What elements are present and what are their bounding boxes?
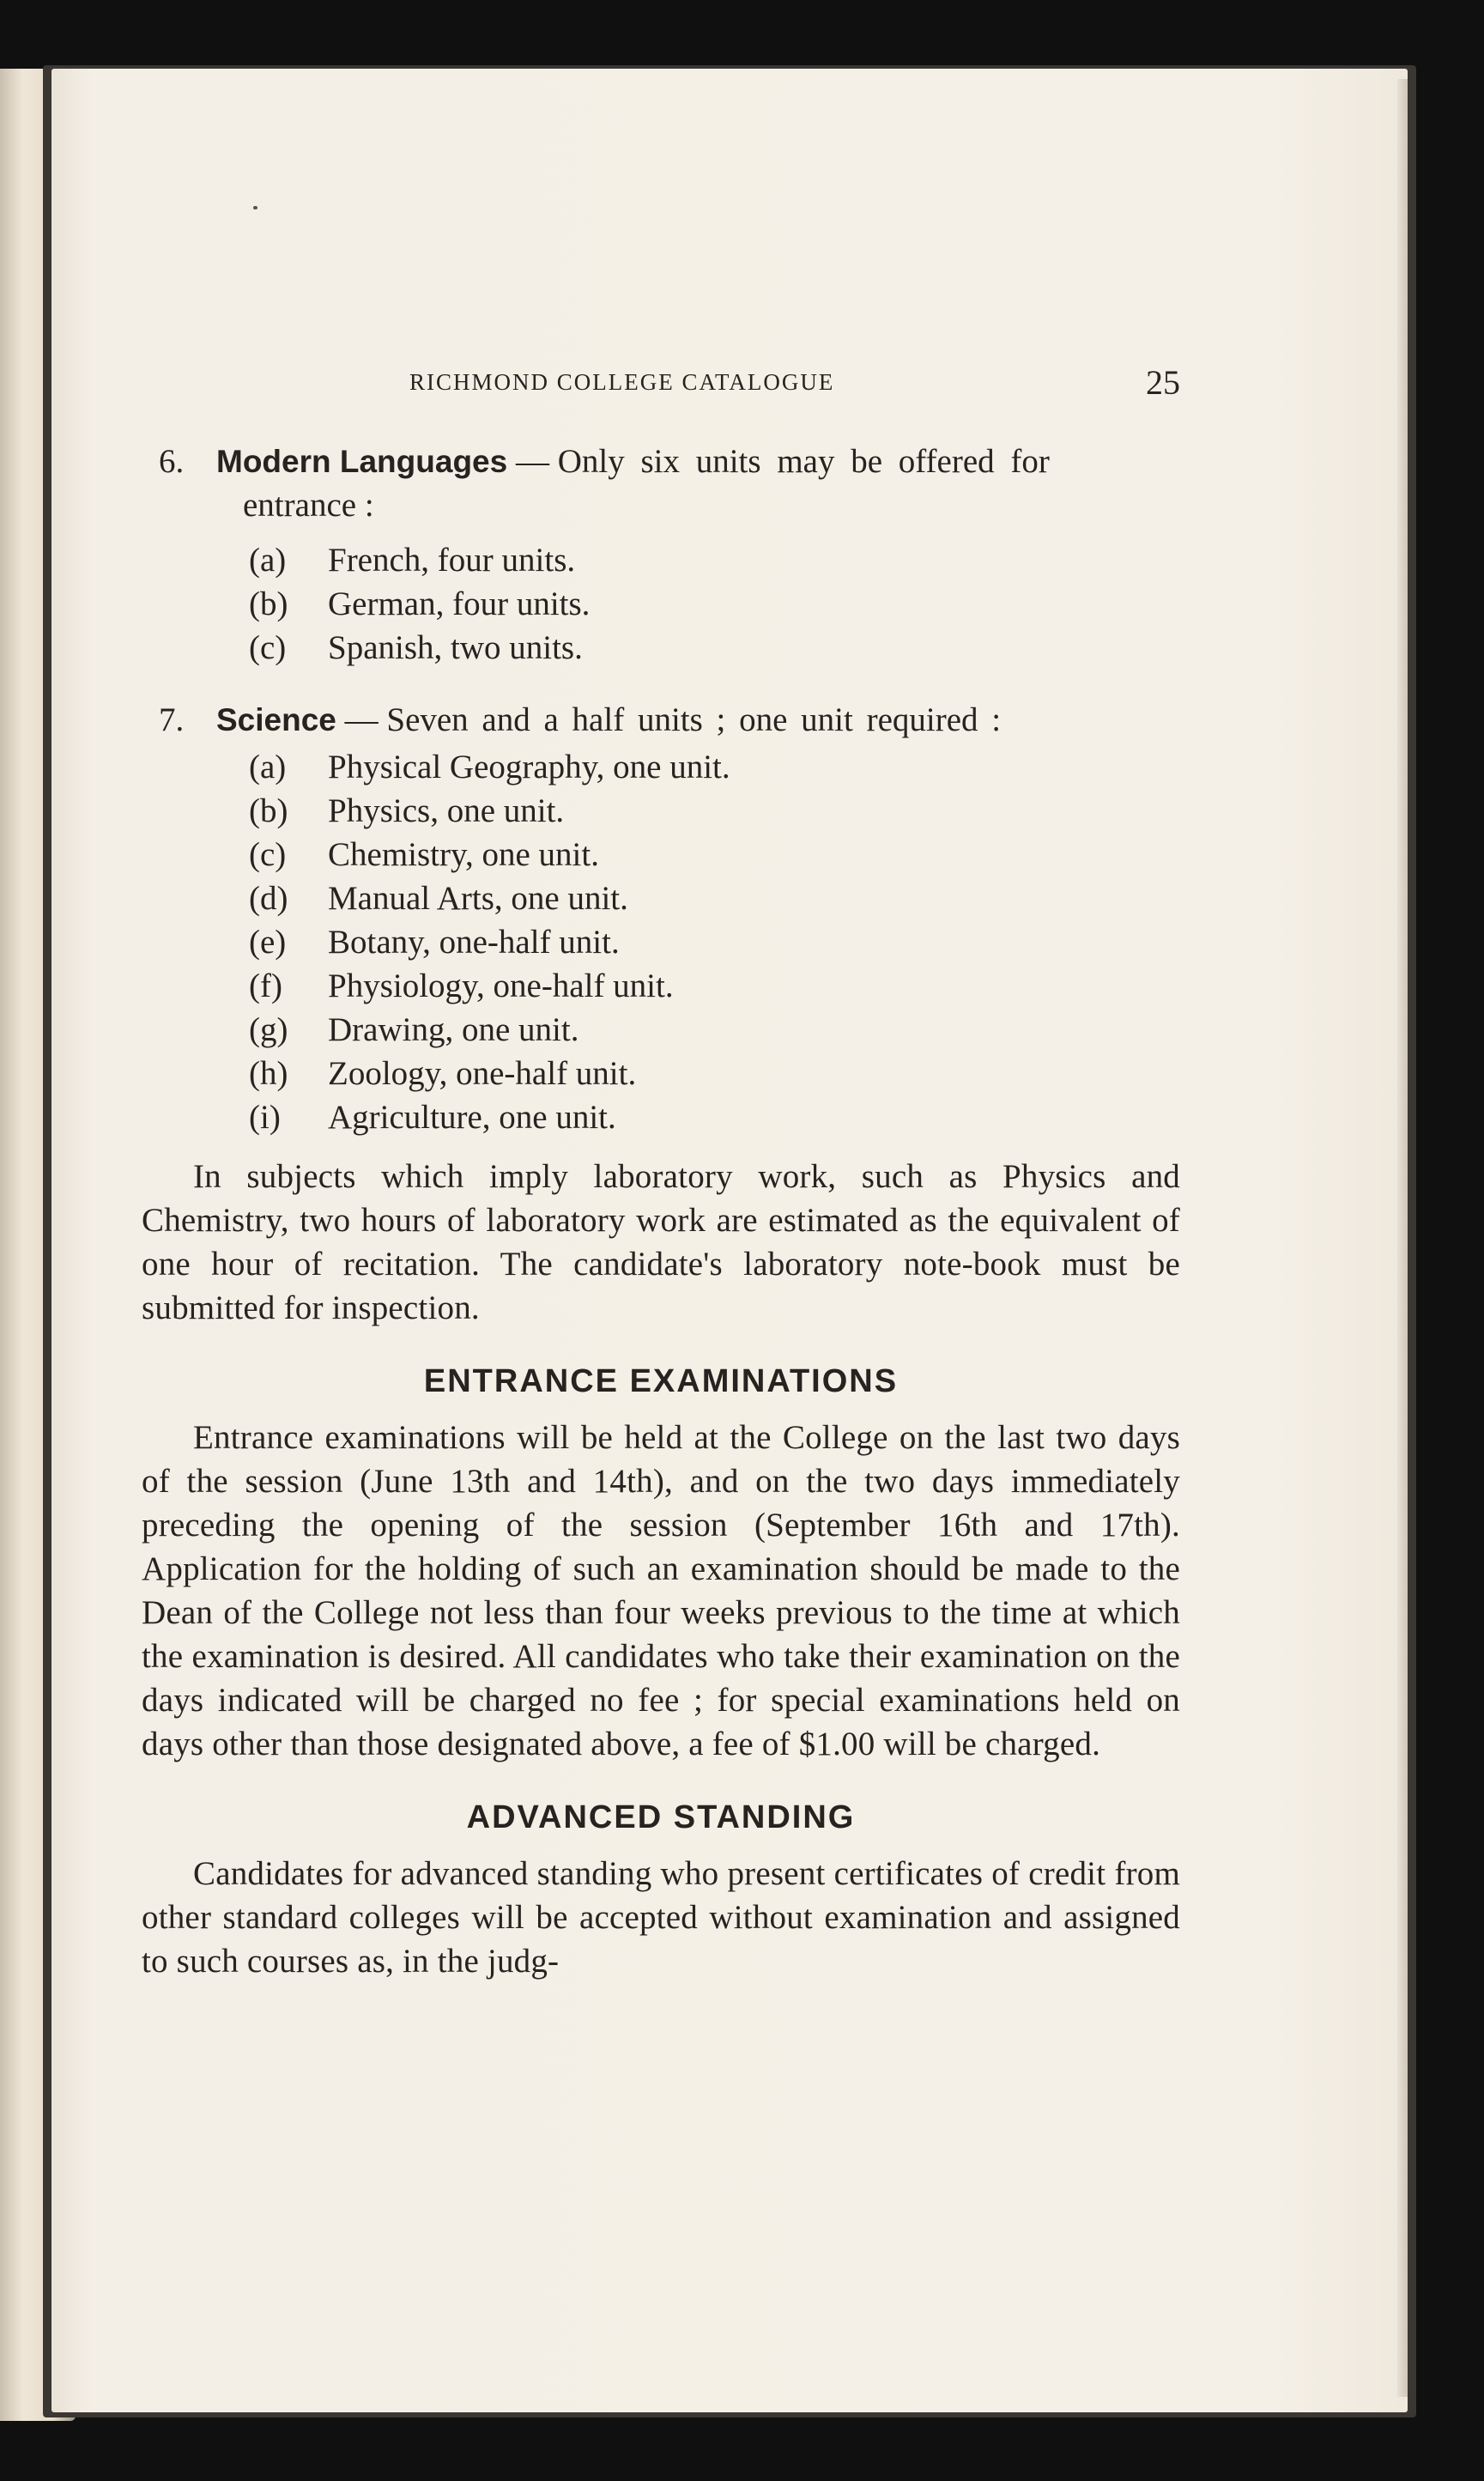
list-item-text: Botany, one-half unit. — [328, 924, 620, 961]
paper-speck — [253, 206, 257, 209]
list-item-label: (b) — [249, 585, 288, 622]
list-item — [142, 745, 1180, 789]
entrance-examinations-heading: ENTRANCE EXAMINATIONS — [423, 1363, 899, 1399]
title-dash: — — [336, 701, 387, 738]
list-item — [142, 1052, 1180, 1095]
page-content — [142, 363, 1180, 2017]
requirement-title-line — [142, 698, 1180, 742]
list-item-text: Zoology, one-half unit. — [328, 1055, 637, 1092]
list-item-text: French, four units. — [328, 542, 576, 579]
list-item — [142, 789, 1180, 833]
list-item — [142, 964, 1180, 1008]
list-item-label: (h) — [249, 1055, 288, 1092]
list-item — [142, 1008, 1180, 1052]
list-item — [142, 920, 1180, 964]
list-item-text: Drawing, one unit. — [328, 1011, 579, 1048]
list-item-label: (f) — [249, 968, 282, 1004]
list-item-label: (c) — [249, 836, 287, 873]
entrance-examinations-paragraph: Entrance examinations will be held at the College on the last two days of the session (June 13th and 14th), and on the two days immediately preceding the opening of the session (September 16th and 17th). Application for the holding of such an examination should be made to the Dean of the College not less than four weeks previous to the time at which the examination is desired. All candidates who take their examination on the days indicated will be charged no fee ; for special examinations held on days other than those designated above, a fee of $1.00 will be charged. — [142, 1419, 1180, 1762]
requirement-lead-text: Seven and a half units ; one unit required : — [386, 701, 1002, 738]
list-item-label: (a) — [249, 749, 287, 786]
requirement-title-line — [142, 440, 1180, 483]
requirement-number: 6. — [159, 443, 185, 480]
list-item — [142, 877, 1180, 920]
page-number: 25 — [1146, 363, 1180, 402]
requirement-title: Science — [216, 702, 336, 737]
list-item-text: Physics, one unit. — [328, 792, 565, 829]
requirement-number: 7. — [159, 701, 185, 738]
list-item — [142, 626, 1180, 670]
title-dash: — — [507, 443, 558, 480]
list-item-label: (d) — [249, 880, 288, 917]
list-item-label: (c) — [249, 629, 287, 666]
requirement-title: Modern Languages — [216, 444, 508, 479]
requirement-modern-languages — [142, 440, 1180, 670]
running-head: RICHMOND COLLEGE CATALOGUE — [409, 369, 835, 395]
advanced-standing-paragraph: Candidates for advanced standing who present certificates of credit from other standard colleges will be accepted without examination and assigned to such courses as, in the judg- — [142, 1855, 1180, 1980]
requirement-lead-text: Only six units may be offered for — [557, 443, 1050, 480]
list-item-label: (a) — [249, 542, 287, 579]
list-item-text: Physical Geography, one unit. — [328, 749, 730, 786]
advanced-standing-heading: ADVANCED STANDING — [466, 1799, 856, 1835]
list-item-label: (g) — [249, 1011, 288, 1048]
modern-languages-list — [142, 538, 1180, 670]
list-item — [142, 1095, 1180, 1139]
list-item-text: Physiology, one-half unit. — [328, 968, 674, 1004]
list-item-text: German, four units. — [328, 585, 591, 622]
list-item-label: (b) — [249, 792, 288, 829]
list-item-text: Chemistry, one unit. — [328, 836, 599, 873]
page-header — [142, 363, 1180, 421]
list-item-text: Spanish, two units. — [328, 629, 583, 666]
list-item — [142, 833, 1180, 877]
list-item-label: (e) — [249, 924, 287, 961]
list-item — [142, 582, 1180, 626]
laboratory-paragraph: In subjects which imply laboratory work, such as Physics and Chemistry, two hours of laboratory work are estimated as the equivalent of one hour of recitation. The candidate's laboratory note-book must be submitted for inspection. — [142, 1158, 1180, 1326]
list-item-label: (i) — [249, 1099, 281, 1136]
list-item — [142, 538, 1180, 582]
science-list — [142, 745, 1180, 1139]
requirement-continuation: entrance : — [243, 487, 374, 524]
requirement-science — [142, 698, 1180, 1139]
list-item-text: Manual Arts, one unit. — [328, 880, 628, 917]
page-right-edge — [1397, 79, 1408, 2397]
list-item-text: Agriculture, one unit. — [328, 1099, 616, 1136]
